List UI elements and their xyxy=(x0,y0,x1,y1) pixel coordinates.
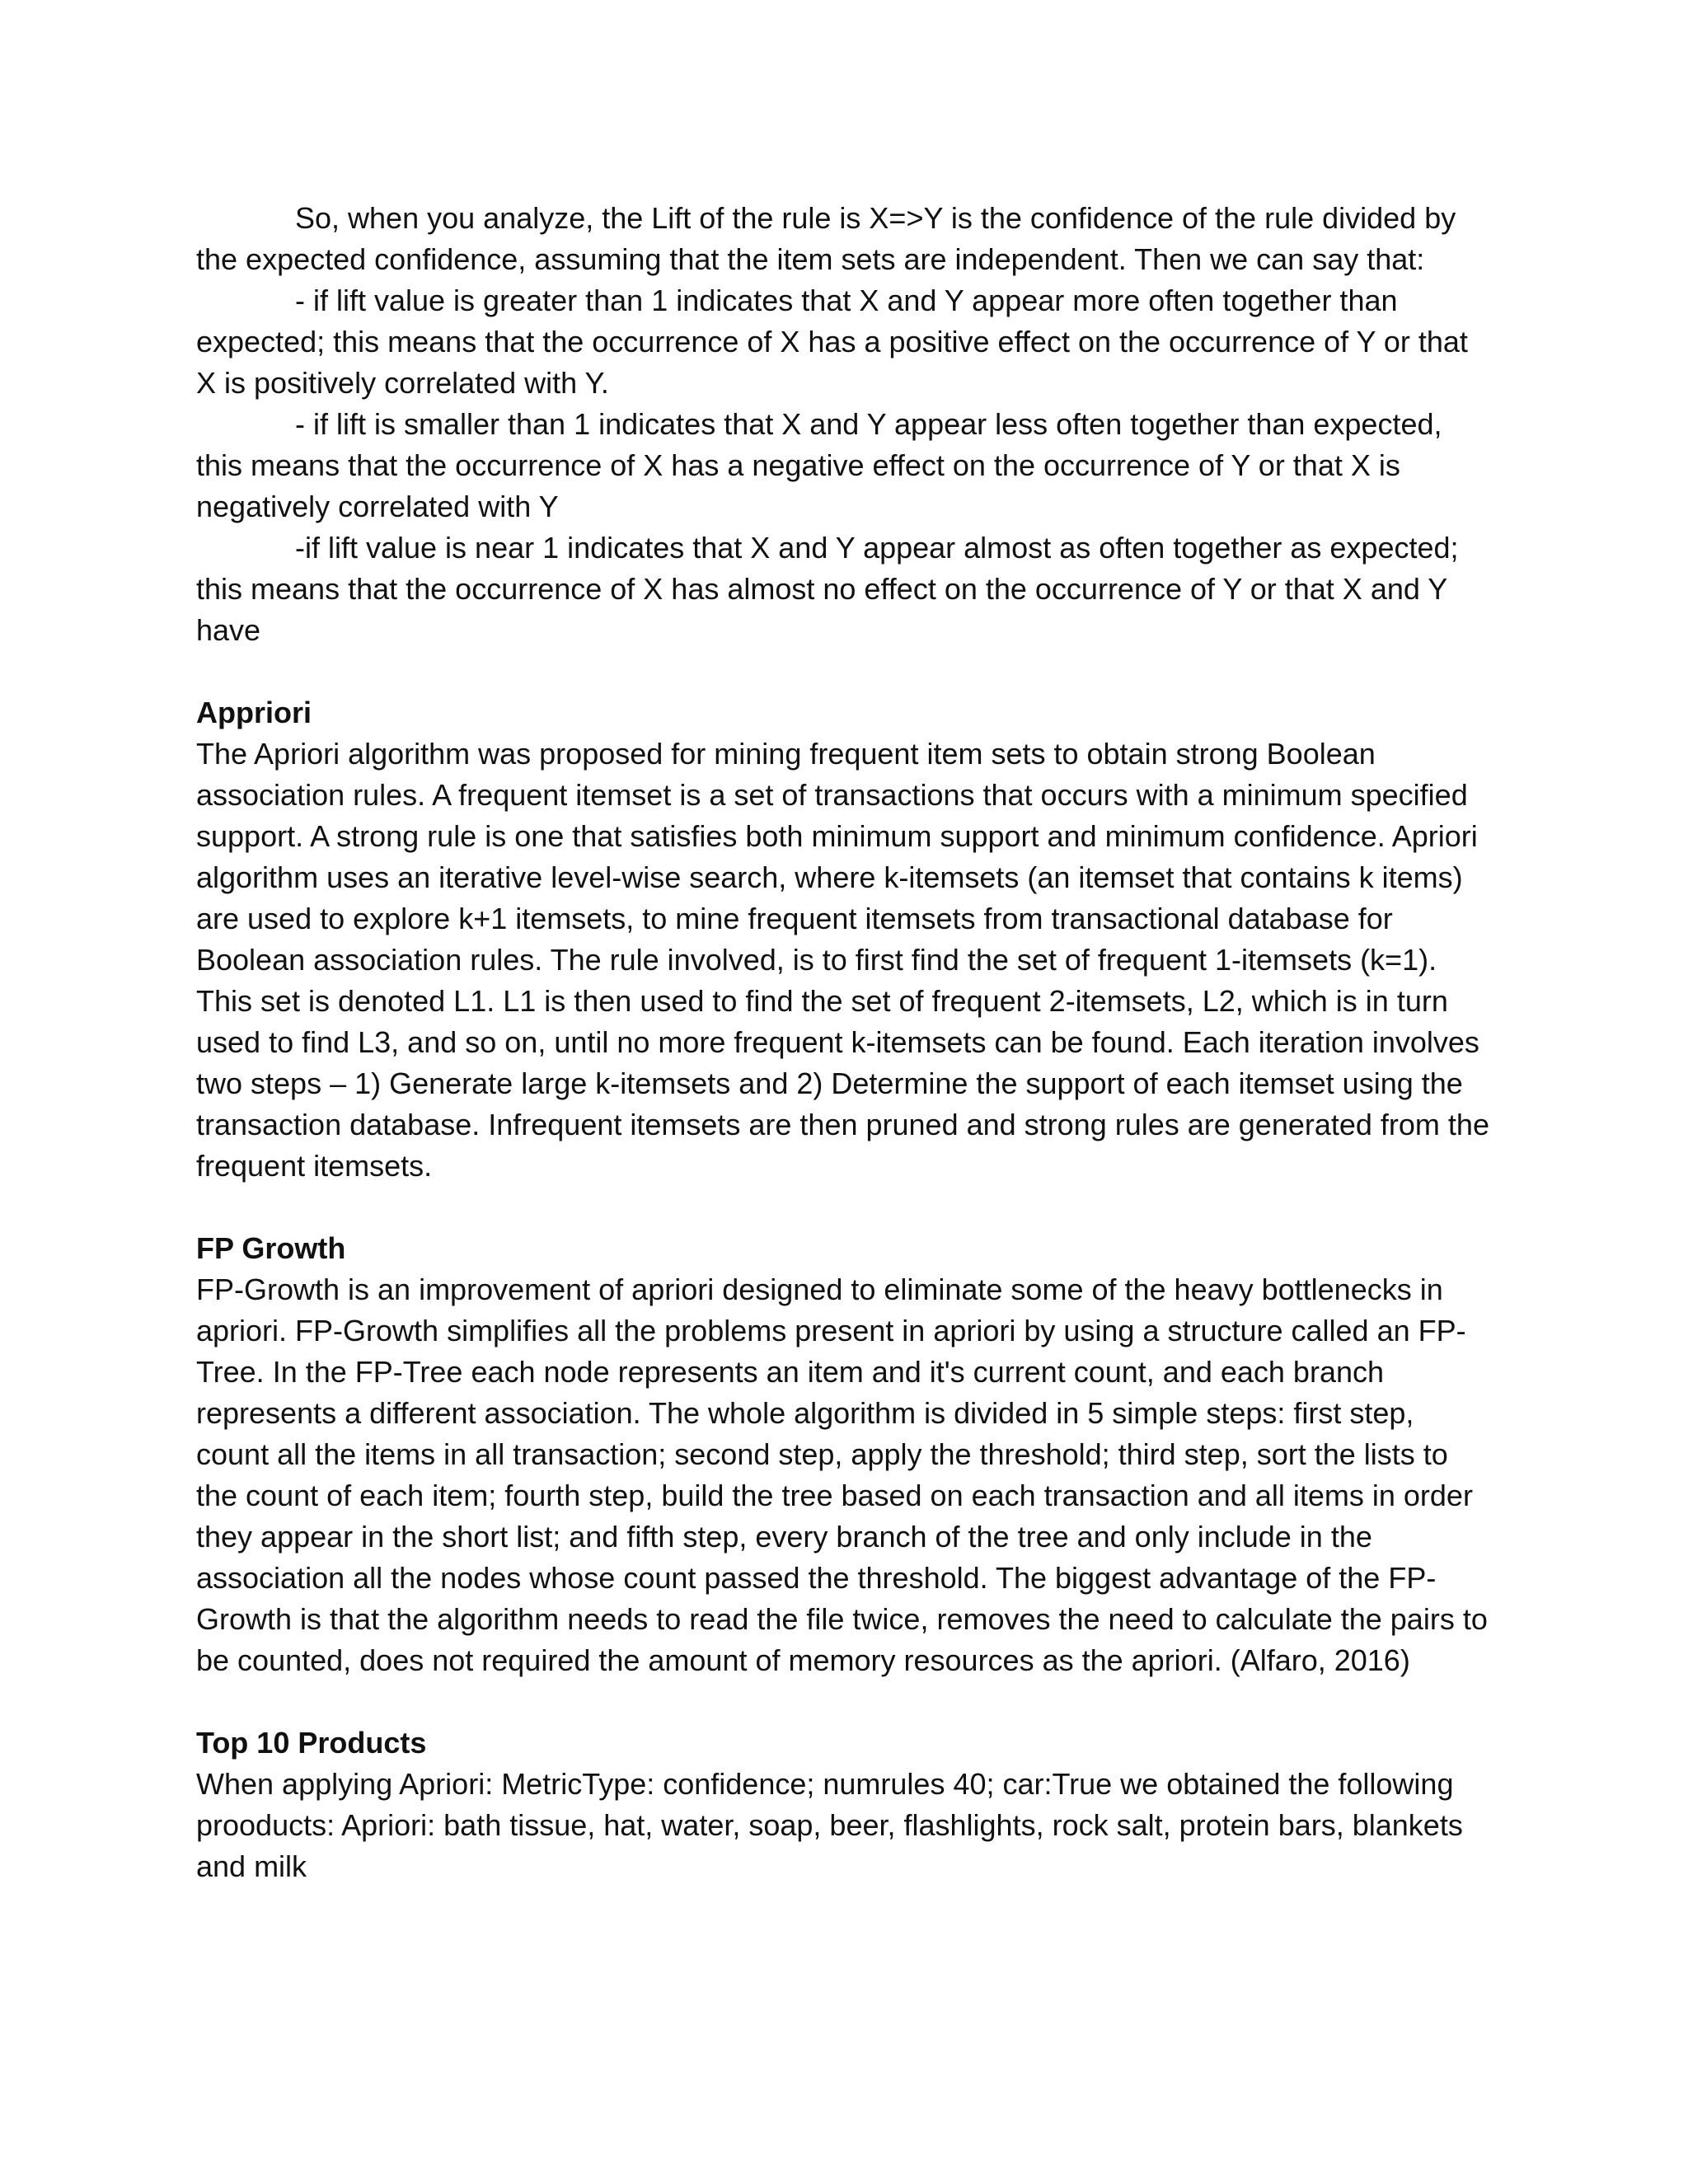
apriori-heading: Appriori xyxy=(196,696,312,729)
document-page xyxy=(196,198,1492,1887)
lift-intro-paragraph: So, when you analyze, the Lift of the rule is X=>Y is the confidence of the rule divided by the expected confidence, assuming that the item sets are independent. Then we can say that: xyxy=(196,201,1456,276)
fp-growth-body: FP-Growth is an improvement of apriori designed to eliminate some of the heavy bottlenecks in apriori. FP-Growth simplifies all the problems present in apriori by using a structure called an FP-Tree. In the FP-Tree each node represents an item and it's current count, and each branch represents a different association. The whole algorithm is divided in 5 simple steps: first step, count all the items in all transaction; second step, apply the threshold; third step, sort the lists to the count of each item; fourth step, build the tree based on each transaction and all items in order they appear in the short list; and fifth step, every branch of the tree and only include in the association all the nodes whose count passed the threshold. The biggest advantage of the FP-Growth is that the algorithm needs to read the file twice, removes the need to calculate the pairs to be counted, does not required the amount of memory resources as the apriori. (Alfaro, 2016) xyxy=(196,1272,1488,1677)
top-products-body: When applying Apriori: MetricType: confidence; numrules 40; car:True we obtained the following prooducts: Apriori: bath tissue, hat, water, soap, beer, flashlights, rock salt, protein bars, blankets and milk xyxy=(196,1767,1463,1883)
lift-near-point: -if lift value is near 1 indicates that X and Y appear almost as often together as expected; this means that the occurrence of X has almost no effect on the occurrence of Y or that X and Y have xyxy=(196,531,1459,647)
lift-greater-point: - if lift value is greater than 1 indicates that X and Y appear more often together than expected; this means that the occurrence of X has a positive effect on the occurrence of Y or that X is positively correlated with Y. xyxy=(196,284,1468,400)
apriori-body: The Apriori algorithm was proposed for mining frequent item sets to obtain strong Boolean association rules. A frequent itemset is a set of transactions that occurs with a minimum specified support. A strong rule is one that satisfies both minimum support and minimum confidence. Apriori algorithm uses an iterative level-wise search, where k-itemsets (an itemset that contains k items) are used to explore k+1 itemsets, to mine frequent itemsets from transactional database for Boolean association rules. The rule involved, is to first find the set of frequent 1-itemsets (k=1). This set is denoted L1. L1 is then used to find the set of frequent 2-itemsets, L2, which is in turn used to find L3, and so on, until no more frequent k-itemsets can be found. Each iteration involves two steps – 1) Generate large k-itemsets and 2) Determine the support of each itemset using the transaction database. Infrequent itemsets are then pruned and strong rules are generated from the frequent itemsets. xyxy=(196,737,1489,1183)
lift-smaller-point: - if lift is smaller than 1 indicates that X and Y appear less often together than expected, this means that the occurrence of X has a negative effect on the occurrence of Y or that X is negatively correlated with Y xyxy=(196,407,1442,523)
top-products-heading: Top 10 Products xyxy=(196,1726,427,1760)
fp-growth-heading: FP Growth xyxy=(196,1231,346,1265)
